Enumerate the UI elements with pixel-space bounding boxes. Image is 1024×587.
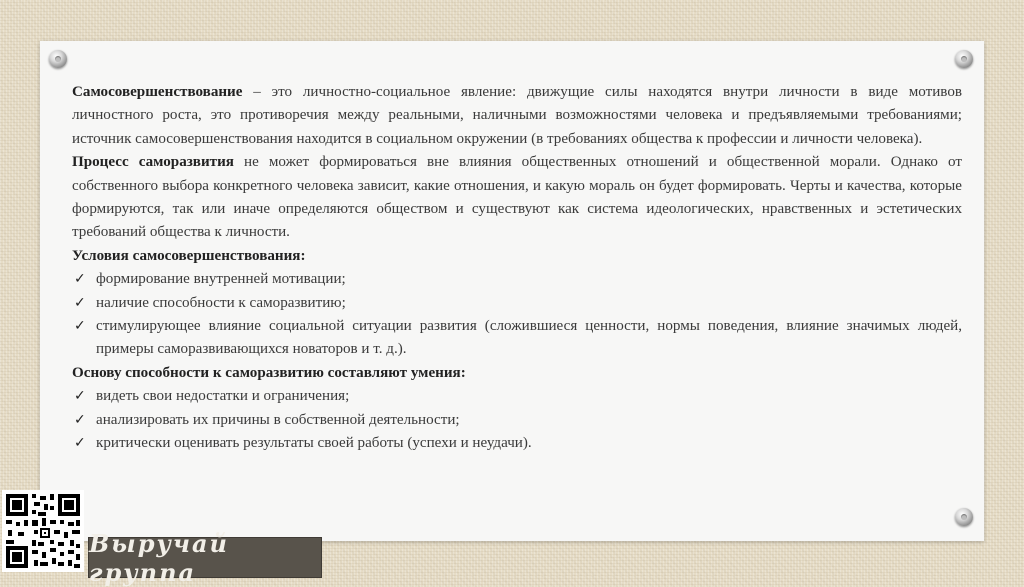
list-item: [72, 432, 962, 455]
pushpin-icon: [955, 50, 973, 68]
list-item: [72, 315, 962, 362]
group-badge[interactable]: [88, 528, 322, 587]
list-item: [72, 385, 962, 408]
slide-card: [40, 41, 984, 541]
term-self-development: Процесс саморазвития: [72, 154, 234, 171]
conditions-list: [72, 268, 962, 362]
list-item-text: критически оценивать результаты своей работы (успехи и неудачи).: [96, 435, 532, 452]
qr-code-icon: [2, 490, 84, 572]
skills-heading: Основу способности к саморазвитию составляют умения:: [72, 364, 466, 381]
pushpin-icon: [49, 50, 67, 68]
list-item: [72, 409, 962, 432]
list-item-text: видеть свои недостатки и ограничения;: [96, 388, 350, 405]
list-item-text: наличие способности к саморазвитию;: [96, 294, 346, 311]
list-item-text: формирование внутренней мотивации;: [96, 271, 346, 288]
qr-code[interactable]: [2, 490, 84, 572]
checkmark-icon: ✓: [74, 294, 86, 311]
pushpin-icon: [955, 508, 973, 526]
skills-list: [72, 385, 962, 455]
list-item-text: анализировать их причины в собственной деятельности;: [96, 411, 460, 428]
checkmark-icon: ✓: [74, 435, 86, 452]
paragraph-self-improvement: [72, 81, 962, 151]
paragraph-text: – это личностно-социальное явление: движущие силы находятся внутри личности в виде мотивов личностного роста, это противоречия между реальными, наличными возможностями человека и предъявляемыми требованиями; источник самосовершенствования находится в социальном окружении (в требованиях общества к профессии и личности человека).: [72, 84, 962, 147]
term-self-improvement: Самосовершенствование: [72, 84, 243, 100]
list-item: [72, 268, 962, 291]
list-item-text: стимулирующее влияние социальной ситуации развития (сложившиеся ценности, нормы поведения, влияние значимых людей, примеры саморазвивающихся новаторов и т. д.).: [96, 318, 962, 358]
checkmark-icon: ✓: [74, 388, 86, 405]
checkmark-icon: ✓: [74, 271, 86, 288]
list-item: [72, 292, 962, 315]
conditions-heading: Условия самосовершенствования:: [72, 247, 306, 264]
badge-label: Выручай группа: [89, 528, 229, 587]
paragraph-self-development: [72, 151, 962, 245]
checkmark-icon: ✓: [74, 411, 86, 428]
checkmark-icon: ✓: [74, 318, 86, 335]
paragraph-text: не может формироваться вне влияния общественных отношений и общественной морали. Однако от собственного выбора конкретного человека зависит, какие отношения, и какую мораль он будет формировать. Черты и качества, которые формируются, так или иначе определяются обществом и существуют как система идеологических, нравственных и эстетических требований общества к личности.: [72, 154, 962, 241]
slide-content: [72, 81, 962, 456]
